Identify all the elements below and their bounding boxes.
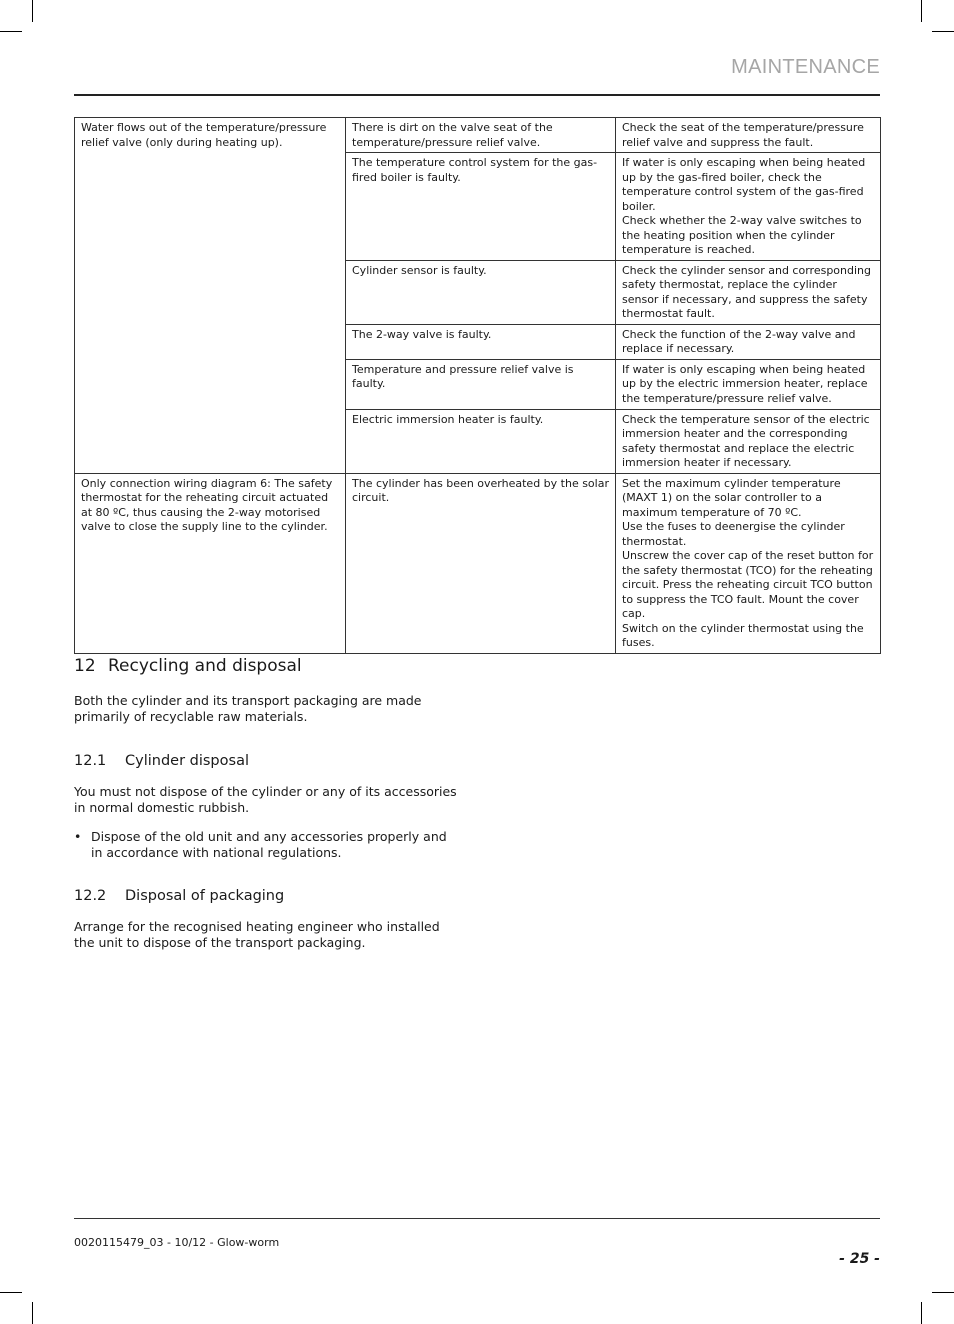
page-number: - 25 -: [839, 1251, 880, 1267]
paragraph: You must not dispose of the cylinder or any of its accessories in normal domestic rubbish.: [74, 784, 457, 815]
cause-cell: Cylinder sensor is faulty.: [346, 260, 616, 324]
troubleshooting-table: [74, 117, 881, 654]
symptom-cell: Water flows out of the temperature/pressure relief valve (only during heating up).: [75, 118, 346, 474]
remedy-cell: Check the temperature sensor of the electric immersion heater and the corresponding safety thermostat and replace the electric immersion heater if necessary.: [616, 409, 881, 473]
remedy-cell: Check the cylinder sensor and corresponding safety thermostat, replace the cylinder sensor if necessary, and suppress the safety thermostat fault.: [616, 260, 881, 324]
cause-cell: Temperature and pressure relief valve is faulty.: [346, 359, 616, 409]
subsection-heading: [74, 888, 284, 904]
list-item: [74, 829, 454, 861]
remedy-cell: Check the seat of the temperature/pressure relief valve and suppress the fault.: [616, 118, 881, 153]
crop-mark: [0, 31, 22, 32]
remedy-cell: If water is only escaping when being heated up by the electric immersion heater, replace the temperature/pressure relief valve.: [616, 359, 881, 409]
bullet-icon: •: [74, 829, 82, 844]
remedy-cell: Check the function of the 2-way valve and replace if necessary.: [616, 324, 881, 359]
cause-cell: The cylinder has been overheated by the solar circuit.: [346, 473, 616, 653]
page-header-title: MAINTENANCE: [731, 56, 880, 78]
crop-mark: [932, 31, 954, 32]
section-title: Recycling and disposal: [108, 656, 302, 676]
remedy-cell: Set the maximum cylinder temperature (MAXT 1) on the solar controller to a maximum temperature of 70 ºC. Use the fuses to deenergise the cylinder thermostat. Unscrew the cover cap of the reset button for the safety thermostat (TCO) for the reheating circuit. Press the reheating circuit TCO button to suppress the TCO fault. Mount the cover cap. Switch on the cylinder thermostat using the fuses.: [616, 473, 881, 653]
crop-mark: [32, 0, 33, 22]
subsection-heading: [74, 753, 249, 769]
subsection-number: 12.1: [74, 753, 107, 769]
footer-rule: [74, 1218, 880, 1219]
subsection-title: Cylinder disposal: [125, 753, 249, 769]
cause-cell: The temperature control system for the gas-fired boiler is faulty.: [346, 153, 616, 261]
crop-mark: [921, 1302, 922, 1324]
section-heading: [74, 656, 302, 676]
symptom-cell: Only connection wiring diagram 6: The safety thermostat for the reheating circuit actuated at 80 ºC, thus causing the 2-way motorised valve to close the supply line to the cylinder.: [75, 473, 346, 653]
list-item-text: Dispose of the old unit and any accessories properly and in accordance with national regulations.: [91, 829, 447, 860]
table-row: [75, 473, 881, 653]
crop-mark: [932, 1292, 954, 1293]
subsection-number: 12.2: [74, 888, 107, 904]
cause-cell: Electric immersion heater is faulty.: [346, 409, 616, 473]
table-row: [75, 118, 881, 153]
section-number: 12: [74, 656, 96, 676]
cause-cell: There is dirt on the valve seat of the temperature/pressure relief valve.: [346, 118, 616, 153]
crop-mark: [921, 0, 922, 22]
section-intro: Both the cylinder and its transport packaging are made primarily of recyclable raw materials.: [74, 693, 422, 724]
remedy-cell: If water is only escaping when being heated up by the gas-fired boiler, check the temperature control system of the gas-fired boiler. Check whether the 2-way valve switches to the heating position when the cylinder temperature is reached.: [616, 153, 881, 261]
crop-mark: [32, 1302, 33, 1324]
paragraph: Arrange for the recognised heating engineer who installed the unit to dispose of the transport packaging.: [74, 919, 440, 950]
header-rule: [74, 94, 880, 96]
cause-cell: The 2-way valve is faulty.: [346, 324, 616, 359]
document-reference: 0020115479_03 - 10/12 - Glow-worm: [74, 1236, 280, 1249]
crop-mark: [0, 1292, 22, 1293]
subsection-title: Disposal of packaging: [125, 888, 285, 904]
